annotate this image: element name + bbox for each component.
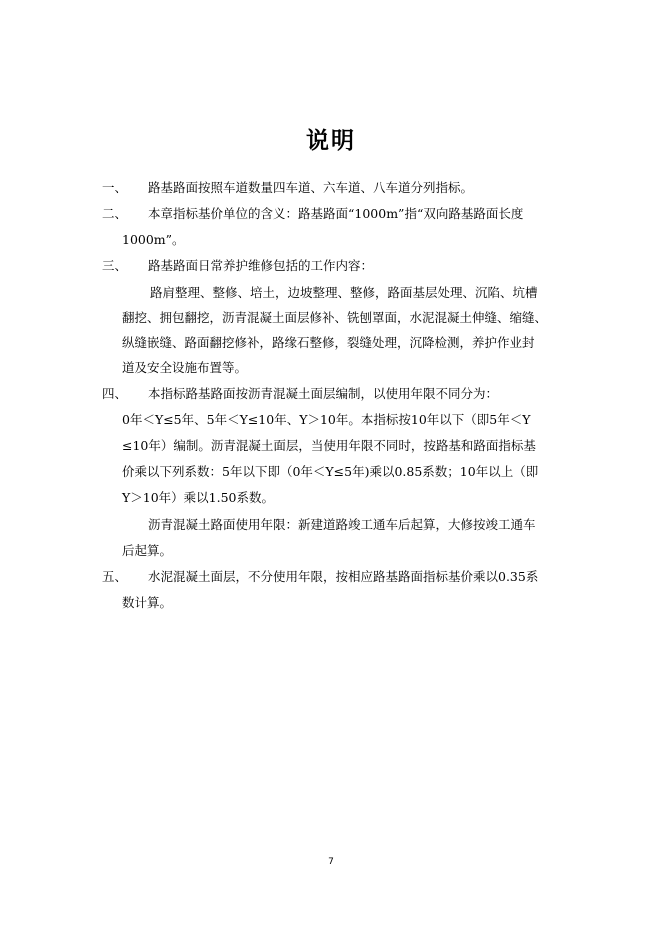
section-4-line-4: 价乘以下列系数：5年以下即（0年＜Y≤5年)乘以0.85系数；10年以上（即 — [122, 464, 539, 479]
section-3-line-3: 翻挖、拥包翻挖，沥青混凝土面层修补、铣刨罩面，水泥混凝土伸缝、缩缝、 — [122, 310, 548, 325]
section-4-line-2: 0年＜Y≤5年、5年＜Y≤10年、Y＞10年。本指标按10年以下（即5年＜Y — [122, 412, 531, 427]
section-number-3: 三、 — [102, 258, 128, 273]
section-4-line-7: 后起算。 — [122, 543, 173, 558]
section-3-line-4: 纵缝嵌缝、路面翻挖修补，路缘石整修，裂缝处理，沉降检测，养护作业封 — [122, 335, 535, 350]
section-3-line-2: 路肩整理、整修、培土，边坡整理、整修，路面基层处理、沉陷、坑槽 — [150, 285, 538, 300]
section-4-line-6: 沥青混凝土路面使用年限：新建道路竣工通车后起算，大修按竣工通车 — [148, 517, 536, 532]
section-number-1: 一、 — [102, 180, 128, 195]
section-3-line-5: 道及安全设施布置等。 — [122, 360, 248, 375]
section-5-line-2: 数计算。 — [122, 595, 173, 610]
section-3-line-1: 路基路面日常养护维修包括的工作内容： — [148, 258, 374, 273]
section-4-line-5: Y＞10年）乘以1.50系数。 — [122, 490, 274, 505]
document-title: 说明 — [306, 128, 356, 154]
section-number-2: 二、 — [102, 206, 128, 221]
section-5-line-1: 水泥混凝土面层，不分使用年限，按相应路基路面指标基价乘以0.35系 — [148, 569, 539, 584]
section-number-5: 五、 — [102, 569, 128, 584]
section-4-line-3: ≤10年）编制。沥青混凝土面层，当使用年限不同时，按路基和路面指标基 — [122, 438, 536, 453]
section-2-line-1: 本章指标基价单位的含义：路基路面“1000m”指“双向路基路面长度 — [148, 206, 524, 221]
section-number-4: 四、 — [102, 386, 128, 401]
page-number: 7 — [328, 857, 334, 867]
section-2-line-2: 1000m”。 — [122, 232, 185, 247]
section-4-line-1: 本指标路基路面按沥青混凝土面层编制，以使用年限不同分为： — [148, 386, 499, 401]
section-1-line-1: 路基路面按照车道数量四车道、六车道、八车道分列指标。 — [148, 180, 474, 195]
